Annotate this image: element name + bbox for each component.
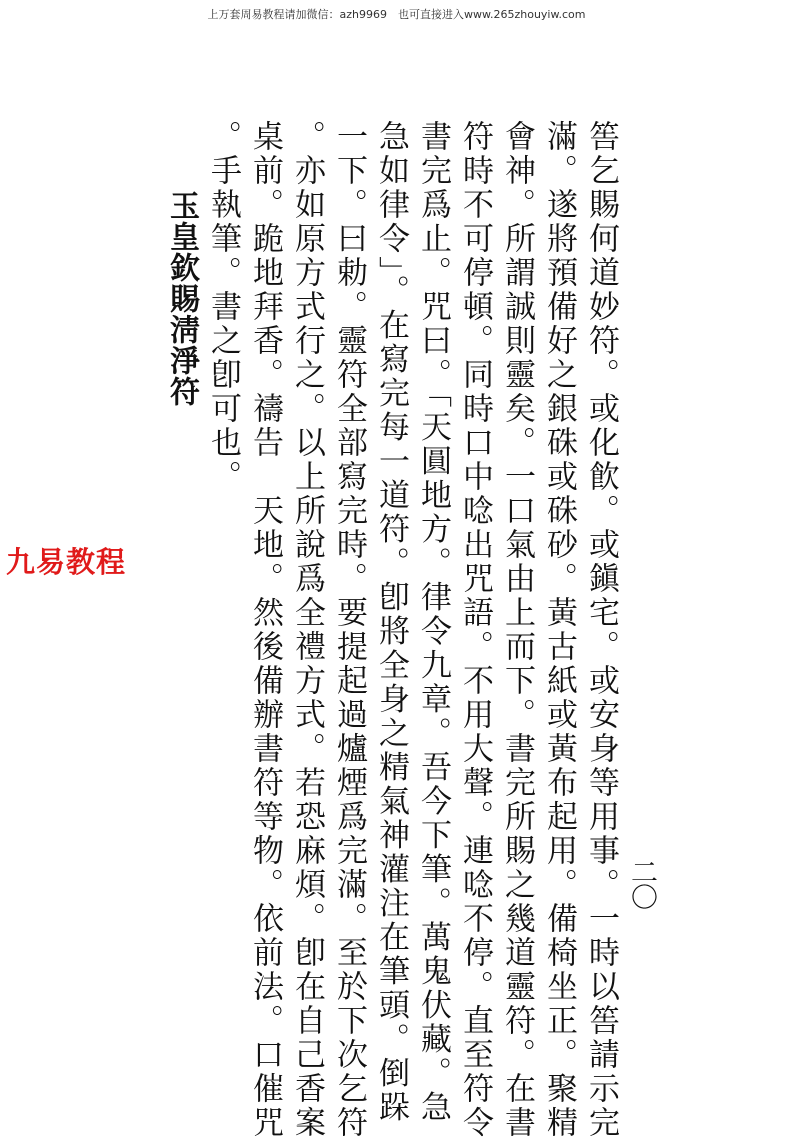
header-note: 上万套周易教程请加微信：azh9969 也可直接进入www.265zhouyiw.com (207, 8, 586, 21)
text-column-7: 一下。曰勅。靈符全部寫完時。要提起過爐煙爲完滿。至於下次乞符 (331, 120, 367, 1140)
text-column-5: 書完爲止。咒曰。「天圓地方。律令九章。吾今下筆。萬鬼伏藏。急 (415, 120, 451, 1125)
text-column-10: 。手執筆。書之卽可也。 (205, 120, 241, 494)
text-column-1: 筶乞賜何道妙符。或化飮。或鎭宅。或安身等用事。一時以筶請示完 (583, 120, 619, 1140)
text-column-2: 滿。遂將預備好之銀硃或硃砂。黃古紙或黃布起用。備椅坐正。聚精 (541, 120, 577, 1140)
text-column-8: 。亦如原方式行之。以上所說爲全禮方式。若恐麻煩。卽在自己香案 (289, 120, 325, 1140)
text-column-4: 符時不可停頓。同時口中唸出咒語。不用大聲。連唸不停。直至符令 (457, 120, 493, 1140)
text-column-6: 急如律令」。在寫完每一道符。卽將全身之精氣神灌注在筆頭。倒跺 (373, 120, 409, 1125)
page-number: 二〇 (626, 858, 657, 908)
watermark-logo: 九易教程 (6, 545, 127, 579)
text-column-9: 桌前。跪地拜香。禱告 天地。然後備辦書符等物。依前法。口催咒 (247, 120, 283, 1140)
section-title: 玉皇欽賜淸淨符 (164, 190, 199, 407)
text-column-3: 會神。所謂誠則靈矣。一口氣由上而下。書完所賜之幾道靈符。在書 (499, 120, 535, 1140)
